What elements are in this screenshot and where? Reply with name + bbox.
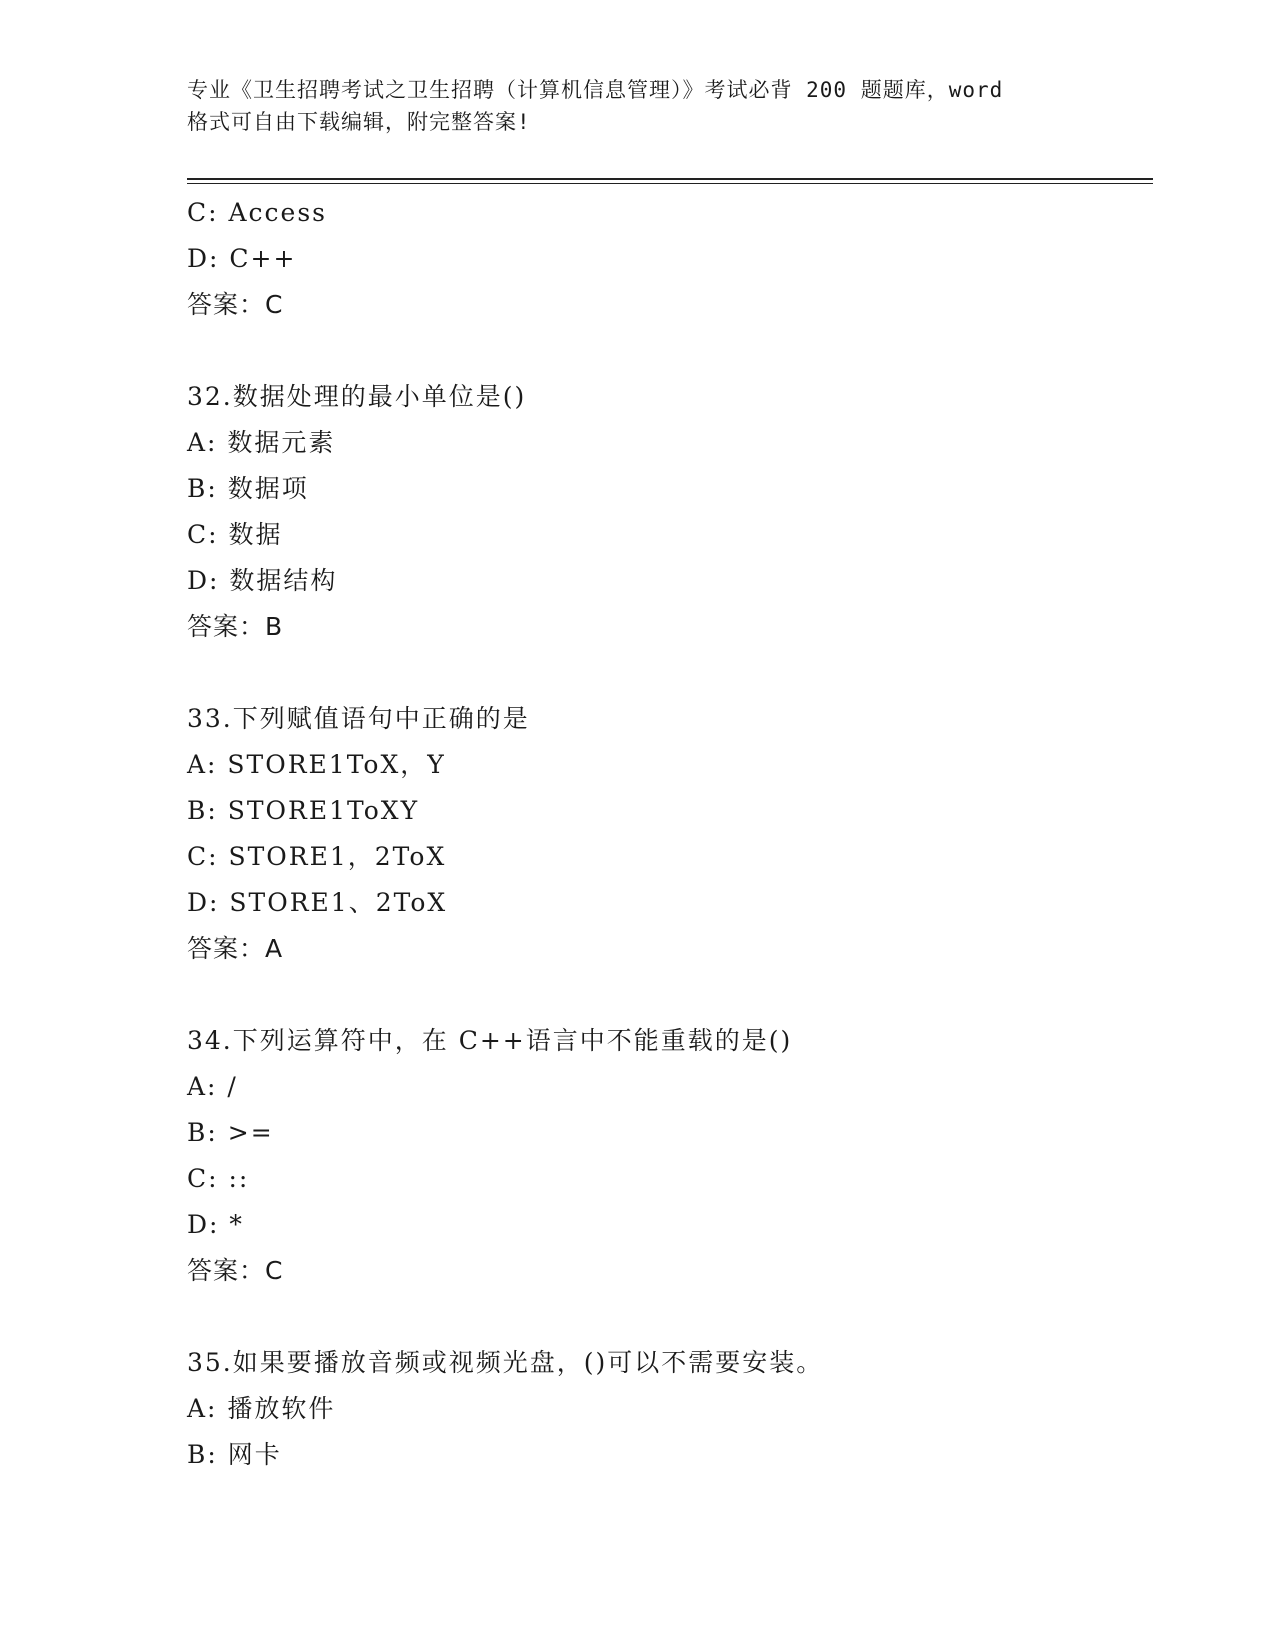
header-line-1: 专业《卫生招聘考试之卫生招聘（计算机信息管理）》考试必背 200 题题库，word bbox=[187, 78, 1004, 102]
answer: 答案：A bbox=[187, 934, 284, 963]
answer: 答案：C bbox=[187, 290, 284, 319]
answer: 答案：B bbox=[187, 612, 284, 641]
header-divider-thin bbox=[187, 183, 1153, 184]
question-block-35 bbox=[187, 1340, 1153, 1478]
spacer bbox=[187, 328, 1153, 374]
option-b: B: 网卡 bbox=[187, 1440, 282, 1469]
option-d: D: STORE1、2ToX bbox=[187, 888, 448, 917]
answer: 答案：C bbox=[187, 1256, 284, 1285]
header-line-2: 格式可自由下载编辑，附完整答案! bbox=[187, 110, 531, 134]
question-list bbox=[187, 190, 1153, 1478]
question-block-33 bbox=[187, 696, 1153, 972]
question-block-32 bbox=[187, 374, 1153, 650]
option-b: B: 数据项 bbox=[187, 474, 309, 503]
option-d: D: 数据结构 bbox=[187, 566, 338, 595]
option-a: A: / bbox=[187, 1072, 238, 1101]
question-text: 32.数据处理的最小单位是() bbox=[187, 382, 527, 411]
question-block-34 bbox=[187, 1018, 1153, 1294]
option-c: C: :: bbox=[187, 1164, 250, 1193]
option-d: D: C++ bbox=[187, 244, 297, 273]
option-c: C: STORE1，2ToX bbox=[187, 842, 447, 871]
option-d: D: * bbox=[187, 1210, 244, 1239]
header-divider-thick bbox=[187, 178, 1153, 180]
spacer bbox=[187, 1294, 1153, 1340]
option-b: B: >= bbox=[187, 1118, 274, 1147]
question-text: 35.如果要播放音频或视频光盘，()可以不需要安装。 bbox=[187, 1348, 824, 1377]
option-c: C: 数据 bbox=[187, 520, 283, 549]
spacer bbox=[187, 972, 1153, 1018]
option-a: A: 播放软件 bbox=[187, 1394, 336, 1423]
question-text: 33.下列赋值语句中正确的是 bbox=[187, 704, 530, 733]
question-text: 34.下列运算符中，在 C++语言中不能重载的是() bbox=[187, 1026, 793, 1055]
option-b: B: STORE1ToXY bbox=[187, 796, 420, 825]
question-block-31 bbox=[187, 190, 1153, 328]
spacer bbox=[187, 650, 1153, 696]
option-a: A: STORE1ToX，Y bbox=[187, 750, 446, 779]
document-header bbox=[187, 74, 1087, 138]
option-c: C: Access bbox=[187, 198, 328, 227]
option-a: A: 数据元素 bbox=[187, 428, 336, 457]
